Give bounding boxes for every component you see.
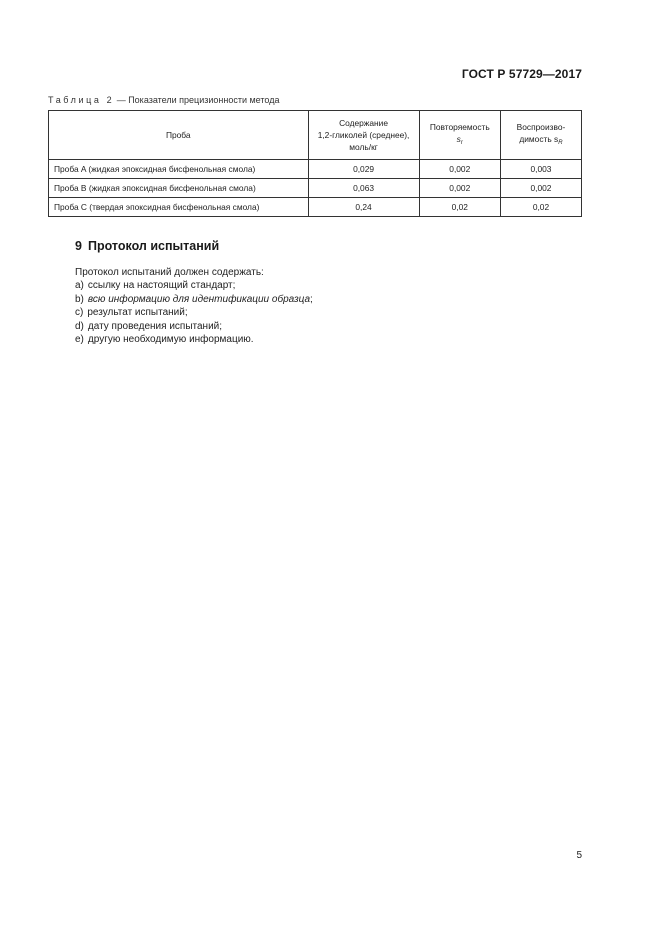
header-content-line2: 1,2-гликолей (среднее),	[317, 130, 410, 140]
cell-reproducibility: 0,002	[500, 179, 581, 198]
list-item-punct: ;	[310, 293, 313, 305]
list-item-text: результат испытаний;	[87, 307, 188, 319]
header-reproducibility	[500, 111, 581, 160]
list-marker: a)	[75, 280, 84, 292]
list-item-text: ссылку на настоящий стандарт;	[87, 280, 236, 292]
table-caption-label: Таблица 2	[48, 95, 115, 105]
cell-repeatability: 0,02	[419, 198, 500, 217]
cell-reproducibility: 0,02	[500, 198, 581, 217]
page-number: 5	[576, 850, 582, 861]
list-item	[75, 279, 313, 292]
section-body	[75, 266, 313, 346]
list-marker: d)	[75, 320, 84, 332]
list-marker: b)	[75, 293, 84, 305]
header-content-line3: моль/кг	[349, 142, 378, 152]
list-item	[75, 293, 313, 306]
cell-sample: Проба C (твердая эпоксидная бисфенольная смола)	[49, 198, 309, 217]
cell-content: 0,24	[308, 198, 419, 217]
header-sample: Проба	[49, 111, 309, 160]
table-caption	[48, 95, 279, 105]
list-item	[75, 320, 313, 333]
section-title: Протокол испытаний	[87, 239, 220, 253]
list-item-text: другую необходимую информацию.	[87, 334, 254, 346]
cell-reproducibility: 0,003	[500, 160, 581, 179]
list-item	[75, 306, 313, 319]
header-repeatability	[419, 111, 500, 160]
header-reproducibility-line1: Воспроизво-	[516, 122, 566, 132]
cell-repeatability: 0,002	[419, 160, 500, 179]
cell-content: 0,063	[308, 179, 419, 198]
table-row	[49, 198, 582, 217]
cell-sample: Проба A (жидкая эпоксидная бисфенольная смола)	[49, 160, 309, 179]
header-content-line1: Содержание	[339, 118, 389, 128]
section-intro: Протокол испытаний должен содержать:	[75, 267, 264, 278]
header-repeatability-symbol: s	[456, 134, 461, 144]
cell-content: 0,029	[308, 160, 419, 179]
cell-repeatability: 0,002	[419, 179, 500, 198]
table-row	[49, 179, 582, 198]
section-heading	[75, 239, 219, 253]
header-reproducibility-subscript: R	[558, 140, 563, 146]
list-marker: c)	[75, 307, 84, 319]
list-marker: e)	[75, 334, 84, 346]
precision-table	[48, 110, 582, 217]
section-number: 9	[75, 239, 82, 253]
header-repeatability-subscript: r	[460, 140, 463, 146]
table-row	[49, 160, 582, 179]
table-header-row	[49, 111, 582, 160]
list-item	[75, 333, 313, 346]
list-item-text: дату проведения испытаний;	[87, 320, 223, 332]
document-id: ГОСТ Р 57729—2017	[461, 67, 582, 81]
cell-sample: Проба B (жидкая эпоксидная бисфенольная смола)	[49, 179, 309, 198]
report-requirements-list	[75, 279, 313, 346]
list-item-italic-text: всю информацию для идентификации образца	[87, 293, 311, 305]
header-content	[308, 111, 419, 160]
header-reproducibility-line2: димость s	[519, 134, 559, 144]
header-repeatability-line1: Повторяемость	[429, 122, 490, 132]
table-caption-title: — Показатели прецизионности метода	[114, 95, 280, 105]
